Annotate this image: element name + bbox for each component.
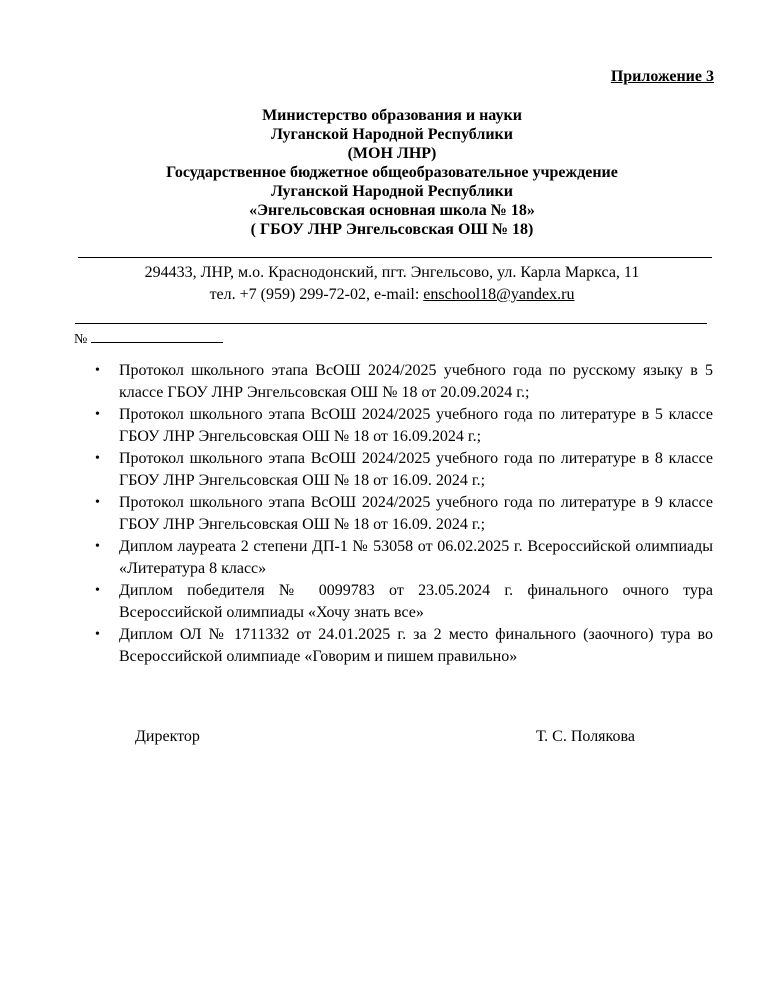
header-line: (МОН ЛНР) bbox=[347, 145, 437, 162]
signature-title: Директор bbox=[135, 728, 200, 745]
list-item bbox=[95, 492, 713, 536]
list-item bbox=[95, 404, 713, 448]
header-line: «Энгельсовская основная школа № 18» bbox=[249, 202, 535, 219]
bullet-icon: • bbox=[95, 407, 100, 422]
address-divider bbox=[75, 323, 707, 324]
list-item-text: Диплом ОЛ № 1711332 от 24.01.2025 г. за 2 место финального (заочного) тура во Всероссийской олимпиаде «Говорим и пишем правильно» bbox=[119, 626, 713, 665]
document-number bbox=[74, 330, 223, 348]
list-item-text: Протокол школьного этапа ВсОШ 2024/2025 учебного года по литературе в 9 классе ГБОУ ЛНР Энгельсовская ОШ № 18 от 16.09. 2024 г.; bbox=[119, 494, 713, 533]
appendix-label: Приложение 3 bbox=[610, 68, 714, 85]
header-line: Государственное бюджетное общеобразовательное учреждение bbox=[166, 164, 618, 181]
bullet-icon: • bbox=[95, 495, 100, 510]
header-line: Министерство образования и науки bbox=[262, 107, 522, 124]
list-item-text: Протокол школьного этапа ВсОШ 2024/2025 учебного года по русскому языку в 5 классе ГБОУ ЛНР Энгельсовская ОШ № 18 от 20.09.2024 г.; bbox=[119, 362, 713, 401]
list-item bbox=[95, 448, 713, 492]
list-item bbox=[95, 360, 713, 404]
list-item bbox=[95, 624, 713, 668]
organization-header bbox=[0, 106, 768, 239]
bullet-icon: • bbox=[95, 583, 100, 598]
bullet-icon: • bbox=[95, 539, 100, 554]
phone-text: тел. +7 (959) 299-72-02, e-mail: bbox=[209, 286, 424, 303]
list-item-text: Диплом победителя № 0099783 от 23.05.2024 г. финального очного тура Всероссийской олимпиады «Хочу знать все» bbox=[119, 582, 713, 621]
header-divider bbox=[78, 257, 712, 258]
address-line: 294433, ЛНР, м.о. Краснодонский, пгт. Энгельсово, ул. Карла Маркса, 11 bbox=[144, 264, 640, 281]
documents-list bbox=[95, 360, 713, 668]
list-item bbox=[95, 536, 713, 580]
list-item-text: Протокол школьного этапа ВсОШ 2024/2025 учебного года по литературе в 8 классе ГБОУ ЛНР Энгельсовская ОШ № 18 от 16.09. 2024 г.; bbox=[119, 450, 713, 489]
list-item bbox=[95, 580, 713, 624]
number-label: № bbox=[74, 332, 88, 347]
contact-line bbox=[0, 284, 768, 306]
number-blank-line bbox=[91, 330, 223, 343]
signature-name: Т. С. Полякова bbox=[536, 728, 635, 745]
address-block bbox=[0, 262, 768, 306]
header-line: Луганской Народной Республики bbox=[271, 126, 513, 143]
bullet-icon: • bbox=[95, 627, 100, 642]
list-item-text: Протокол школьного этапа ВсОШ 2024/2025 учебного года по литературе в 5 классе ГБОУ ЛНР Энгельсовская ОШ № 18 от 16.09.2024 г.; bbox=[119, 406, 713, 445]
email-link[interactable]: enschool18@yandex.ru bbox=[423, 286, 575, 303]
header-line: ( ГБОУ ЛНР Энгельсовская ОШ № 18) bbox=[250, 221, 534, 238]
list-item-text: Диплом лауреата 2 степени ДП-1 № 53058 от 06.02.2025 г. Всероссийской олимпиады «Литература 8 класс» bbox=[119, 538, 713, 577]
bullet-icon: • bbox=[95, 363, 100, 378]
bullet-icon: • bbox=[95, 451, 100, 466]
header-line: Луганской Народной Республики bbox=[271, 183, 513, 200]
